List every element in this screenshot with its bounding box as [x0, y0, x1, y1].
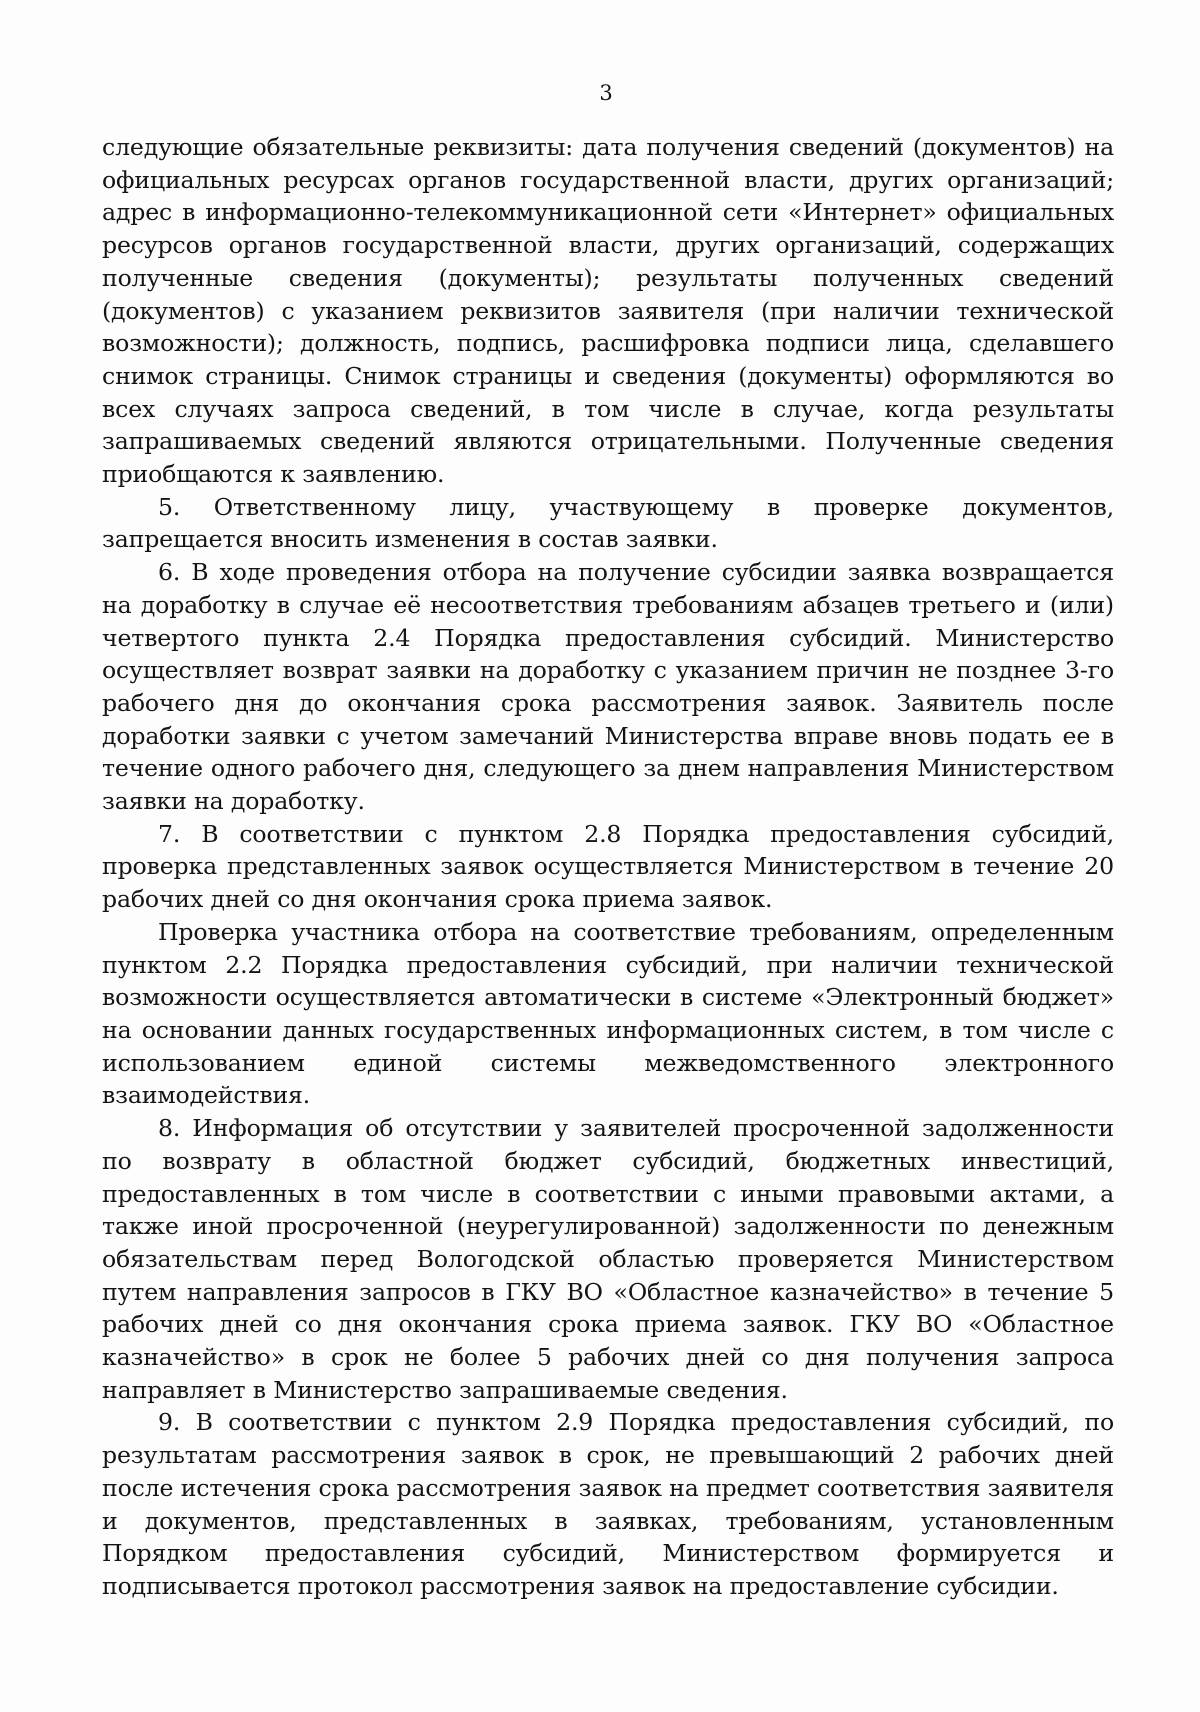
paragraph-item-7-verification: Проверка участника отбора на соответствие требованиям, определенным пунктом 2.2 Порядка предоставления субсидий, при наличии технической возможности осуществляется автоматически в системе «Электронный бюджет» на основании данных государственных информационных систем, в том числе с использованием единой системы межведомственного электронного взаимодействия. [102, 917, 1114, 1110]
paragraph-item-6: 6. В ходе проведения отбора на получение субсидии заявка возвращается на доработку в случае её несоответствия требованиям абзацев третьего и (или) четвертого пункта 2.4 Порядка предоставления субсидий. Министерство осуществляет возврат заявки на доработку с указанием причин не позднее 3-го рабочего дня до окончания срока рассмотрения заявок. Заявитель после доработки заявки с учетом замечаний Министерства вправе вновь подать ее в течение одного рабочего дня, следующего за днем направления Министерством заявки на доработку. [102, 558, 1114, 816]
paragraph-item-9: 9. В соответствии с пунктом 2.9 Порядка предоставления субсидий, по результатам рассмотрения заявок в срок, не превышающий 2 рабочих дней после истечения срока рассмотрения заявок на предмет соответствия заявителя и документов, представленных в заявках, требованиям, установленным Порядком предоставления субсидий, Министерством формируется и подписывается протокол рассмотрения заявок на предоставление субсидии. [102, 1408, 1115, 1600]
document-body [102, 131, 1114, 1603]
paragraph-item-8: 8. Информация об отсутствии у заявителей просроченной задолженности по возврату в областной бюджет субсидий, бюджетных инвестиций, предоставленных в том числе в соответствии с иными правовыми актами, а также иной просроченной (неурегулированной) задолженности по денежным обязательствам перед Вологодской областью проверяется Министерством путем направления запросов в ГКУ ВО «Областное казначейство» в течение 5 рабочих дней со дня окончания срока приема заявок. ГКУ ВО «Областное казначейство» в срок не более 5 рабочих дней со дня получения запроса направляет в Министерство запрашиваемые сведения. [102, 1114, 1114, 1404]
page-number: 3 [599, 81, 613, 105]
paragraph-item-5: 5. Ответственному лицу, участвующему в проверке документов, запрещается вносить изменения в состав заявки. [102, 492, 1114, 554]
paragraph-item-7: 7. В соответствии с пунктом 2.8 Порядка предоставления субсидий, проверка представленных заявок осуществляется Министерством в течение 20 рабочих дней со дня окончания срока приема заявок. [102, 819, 1114, 914]
paragraph-continuation: следующие обязательные реквизиты: дата получения сведений (документов) на официальных ресурсах органов государственной власти, других организаций; адрес в информационно-телекоммуникационной сети «Интернет» официальных ресурсов органов государственной власти, других организаций, содержащих полученные сведения (документы); результаты полученных сведений (документов) с указанием реквизитов заявителя (при наличии технической возможности); должность, подпись, расшифровка подписи лица, сделавшего снимок страницы. Снимок страницы и сведения (документы) оформляются во всех случаях запроса сведений, в том числе в случае, когда результаты запрашиваемых сведений являются отрицательными. Полученные сведения приобщаются к заявлению. [102, 133, 1114, 489]
